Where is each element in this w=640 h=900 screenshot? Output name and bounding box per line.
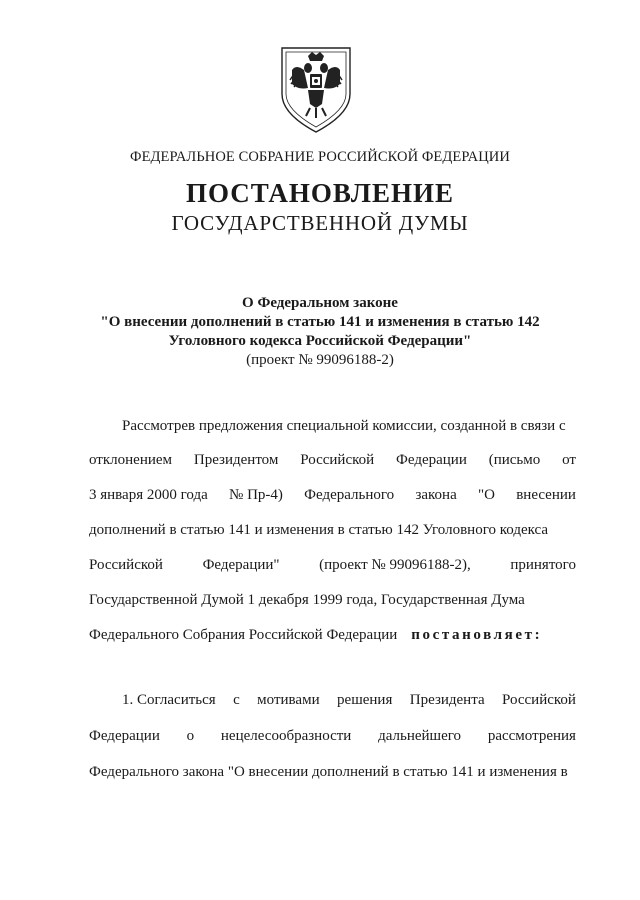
- text-line: дополнений в статью 141 и изменения в статью 142 Уголовного кодекса: [89, 522, 549, 538]
- law-title-line: "О внесении дополнений в статью 141 и изменения в статью 142: [100, 314, 540, 330]
- text-line: Рассмотрев предложения специальной комиссии, созданной в связи с: [122, 418, 566, 434]
- text-line: 3 января 2000 года № Пр-4) Федерального закона "О внесении: [89, 487, 576, 503]
- text-line: Федерации о нецелесообразности дальнейшего рассмотрения: [89, 728, 576, 744]
- assembly-header: ФЕДЕРАЛЬНОЕ СОБРАНИЕ РОССИЙСКОЙ ФЕДЕРАЦИИ: [130, 149, 510, 165]
- text-line: Федерального Собрания Российской Федерации постановляет:: [89, 627, 543, 643]
- resolves-keyword: постановляет:: [411, 627, 543, 643]
- text-line: отклонением Президентом Российской Федерации (письмо от: [89, 452, 576, 468]
- text-line: 1. Согласиться с мотивами решения Президента Российской: [122, 692, 576, 708]
- document-subtitle: ГОСУДАРСТВЕННОЙ ДУМЫ: [171, 211, 469, 235]
- text-line: Государственной Думой 1 декабря 1999 года, Государственная Дума: [89, 592, 525, 608]
- project-number: (проект № 99096188-2): [246, 352, 394, 368]
- text-line: Российской Федерации" (проект № 99096188-2), принятого: [89, 557, 576, 573]
- document-title: ПОСТАНОВЛЕНИЕ: [185, 178, 455, 208]
- coat-of-arms-emblem: [278, 44, 354, 136]
- law-title-line: О Федеральном законе: [242, 295, 398, 311]
- law-title-line: Уголовного кодекса Российской Федерации": [168, 333, 472, 349]
- text-line: Федерального закона "О внесении дополнений в статью 141 и изменения в: [89, 764, 568, 780]
- law-title-block: [0, 294, 640, 370]
